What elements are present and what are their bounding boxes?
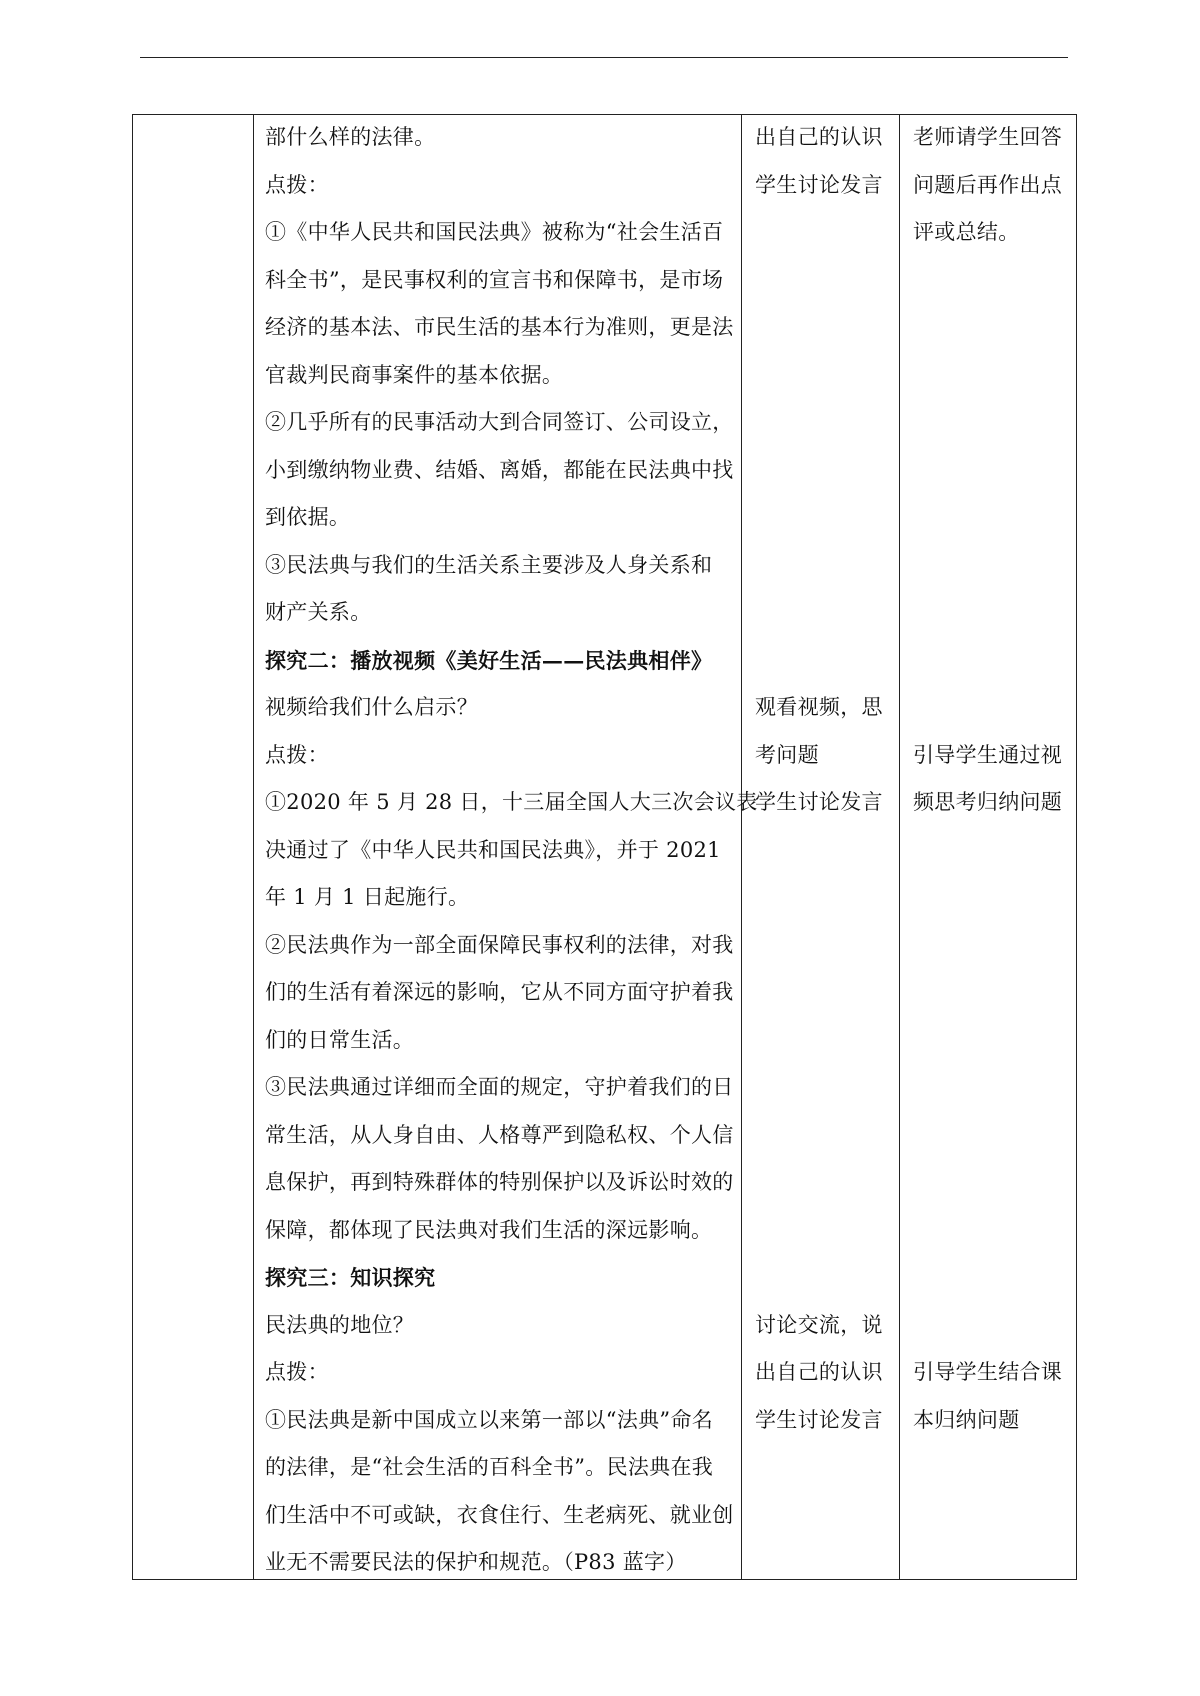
section-heading-3: 探究三：知识探究 [265,1265,436,1290]
hint-label: 点拨： [265,172,329,197]
hint-label: 点拨： [265,742,329,767]
teacher-intent-line: 引导学生结合课 [913,1360,1063,1384]
student-activity-line: 学生讨论发言 [755,790,883,814]
content-line: 息保护，再到特殊群体的特别保护以及诉讼时效的 [265,1170,734,1194]
content-line: ①《中华人民共和国民法典》被称为“社会生活百 [265,220,724,244]
teacher-intent-line: 问题后再作出点 [913,172,1063,197]
student-activity-line: 讨论交流，说 [755,1312,883,1337]
content-line: 业无不需要民法的保护和规范。（P83 蓝字） [265,1550,687,1574]
student-activity-line: 出自己的认识 [755,1360,883,1384]
question-line: 民法典的地位？ [265,1312,415,1337]
content-line: 们的日常生活。 [265,1027,415,1052]
content-line: 部什么样的法律。 [265,125,436,149]
content-line: 经济的基本法、市民生活的基本行为准则，更是法 [265,315,734,339]
header-rule [140,57,1068,58]
student-activity-line: 学生讨论发言 [755,172,883,197]
content-line: ①2020 年 5 月 28 日，十三届全国人大三次会议表 [265,790,758,814]
question-line: 视频给我们什么启示？ [265,695,478,719]
content-line: 决通过了《中华人民共和国民法典》，并于 2021 [265,837,721,862]
content-line: 们的生活有着深远的影响，它从不同方面守护着我 [265,980,734,1004]
teacher-intent-line: 评或总结。 [913,220,1020,244]
teacher-intent-line: 老师请学生回答 [913,125,1063,149]
content-line: 们生活中不可或缺，衣食住行、生老病死、就业创 [265,1502,734,1527]
content-line: 年 1 月 1 日起施行。 [265,885,470,909]
student-activity-line: 观看视频，思 [755,695,883,719]
content-line: 小到缴纳物业费、结婚、离婚，都能在民法典中找 [265,457,734,482]
content-line: ③民法典通过详细而全面的规定，守护着我们的日 [265,1075,734,1099]
section-heading-2: 探究二：播放视频《美好生活——民法典相伴》 [265,647,713,673]
content-line: ②民法典作为一部全面保障民事权利的法律，对我 [265,932,734,957]
content-line: ①民法典是新中国成立以来第一部以“法典”命名 [265,1407,714,1432]
column-divider-3 [899,114,900,1580]
teacher-intent-line: 频思考归纳问题 [913,790,1063,814]
teaching-content-column [255,114,758,1587]
student-activity-line: 出自己的认识 [755,125,883,149]
content-line: 的法律，是“社会生活的百科全书”。民法典在我 [265,1455,714,1479]
student-activity-column [743,114,898,1444]
student-activity-line: 考问题 [755,742,819,767]
teacher-intent-line: 引导学生通过视 [913,742,1063,767]
content-line: 保障，都体现了民法典对我们生活的深远影响。 [265,1217,713,1242]
content-line: 常生活，从人身自由、人格尊严到隐私权、个人信 [265,1122,734,1147]
content-line: 到依据。 [265,505,351,529]
column-divider-2 [741,114,742,1580]
hint-label: 点拨： [265,1360,329,1384]
content-line: ③民法典与我们的生活关系主要涉及人身关系和 [265,552,713,577]
student-activity-line: 学生讨论发言 [755,1407,883,1432]
teacher-intent-column [901,114,1076,1444]
content-line: 科全书”，是民事权利的宣言书和保障书，是市场 [265,267,724,292]
content-line: 官裁判民商事案件的基本依据。 [265,362,564,387]
column-divider-1 [253,114,254,1580]
content-line: 财产关系。 [265,600,372,624]
content-line: ②几乎所有的民事活动大到合同签订、公司设立， [265,410,734,434]
teacher-intent-line: 本归纳问题 [913,1407,1020,1432]
